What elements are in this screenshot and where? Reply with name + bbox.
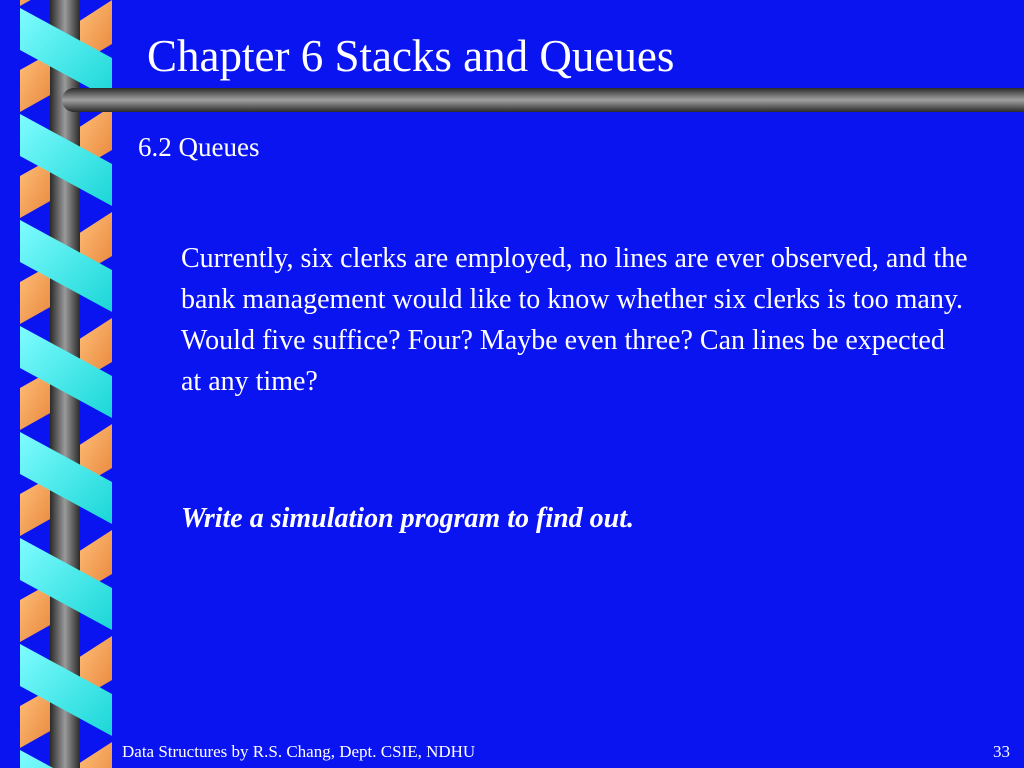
footer-credit: Data Structures by R.S. Chang, Dept. CSIE, NDHU <box>122 742 476 761</box>
body-paragraph: Currently, six clerks are employed, no lines are ever observed, and the bank management would like to know whether six clerks is too many. Would five suffice? Four? Maybe even three? Can lines be expected at any time? <box>181 243 968 397</box>
title-divider-bar <box>60 86 1024 114</box>
decorative-ribbon-pole <box>0 0 140 768</box>
ribbon-back-segment <box>20 0 52 6</box>
emphasis-text: Write a simulation program to find out. <box>181 503 635 534</box>
section-heading: 6.2 Queues <box>138 132 260 162</box>
page-number: 33 <box>993 742 1010 761</box>
ribbon-back-segment <box>78 742 112 768</box>
slide-title: Chapter 6 Stacks and Queues <box>147 31 675 81</box>
